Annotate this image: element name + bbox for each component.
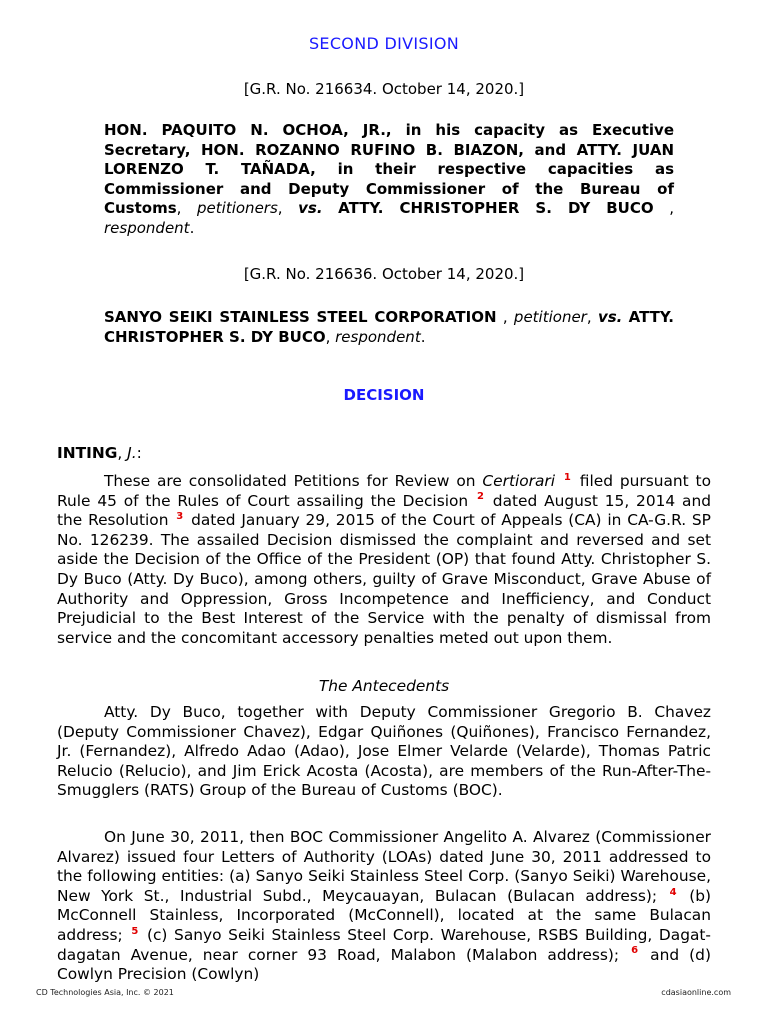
footnote-link-6[interactable]: 6: [631, 945, 639, 957]
paragraph-1: [57, 472, 711, 648]
case1-parties: HON. PAQUITO N. OCHOA, JR., in his capacity as Executive Secretary, HON. ROZANNO RUFINO B. BIAZON, and ATTY. JUAN LORENZO T. TAÑADA, in their respective capacities as Commissioner and Deputy Commissioner of the Bureau of Customs, petitioners, vs. ATTY. CHRISTOPHER S. DY BUCO , respondent.: [104, 121, 674, 237]
case2-petitioner-role: petitioner: [513, 308, 587, 326]
footnote-link-3[interactable]: 3: [176, 511, 184, 523]
paragraph-3: [57, 828, 711, 985]
case1-respondent-role: respondent: [104, 218, 190, 237]
ponente-suffix: J.: [127, 444, 137, 462]
antecedents-heading: The Antecedents: [318, 677, 450, 695]
case1-petitioners-role: petitioners: [197, 199, 278, 217]
ponente-line: INTING, J.:: [57, 444, 142, 462]
case1-vs: vs.: [298, 199, 323, 217]
ponente-name: INTING: [57, 444, 118, 462]
paragraph-1-text-a: These are consolidated Petitions for Review on: [104, 472, 476, 490]
footnote-link-2[interactable]: 2: [477, 491, 484, 503]
case-number-2: [G.R. No. 216636. October 14, 2020.]: [243, 265, 525, 283]
paragraph-1-text-b: filed pursuant to Rule 45 of the Rules of Court assailing the Decision: [57, 472, 711, 510]
paragraph-3-text-b: (b) McConnell Stainless, Incorporated (McConnell), located at the same Bulacan address;: [57, 886, 711, 944]
footnote-link-5[interactable]: 5: [131, 925, 139, 937]
case-number-1: [G.R. No. 216634. October 14, 2020.]: [243, 80, 525, 98]
division-heading: SECOND DIVISION: [308, 34, 460, 53]
paragraph-1-text-c: dated August 15, 2014 and the Resolution: [57, 491, 711, 530]
footer-website: cdasiaonline.com: [661, 988, 731, 997]
footer-copyright: CD Technologies Asia, Inc. © 2021: [36, 988, 174, 997]
footnote-link-4[interactable]: 4: [669, 886, 677, 898]
case2-parties: SANYO SEIKI STAINLESS STEEL CORPORATION , petitioner, vs. ATTY. CHRISTOPHER S. DY BUCO, respondent.: [104, 308, 674, 346]
paragraph-3-text-c: (c) Sanyo Seiki Stainless Steel Corp. Warehouse, RSBS Building, Dagat-dagatan Avenue, near corner 93 Road, Malabon (Malabon address);: [57, 925, 711, 964]
paragraph-1-text-d: dated January 29, 2015 of the Court of Appeals (CA) in CA-G.R. SP No. 126239. The assailed Decision dismissed the complaint and reversed and set aside the Decision of the Office of the President (OP) that found Atty. Christopher S. Dy Buco (Atty. Dy Buco), among others, guilty of Grave Misconduct, Grave Abuse of Authority and Oppression, Gross Incompetence and Inefficiency, and Conduct Prejudicial to the Best Interest of the Service with the penalty of dismissal from service and the concomitant accessory penalties meted out upon them.: [57, 511, 711, 647]
paragraph-2: Atty. Dy Buco, together with Deputy Commissioner Gregorio B. Chavez (Deputy Commissioner Chavez), Edgar Quiñones (Quiñones), Francisco Fernandez, Jr. (Fernandez), Alfredo Adao (Adao), Jose Elmer Velarde (Velarde), Thomas Patric Relucio (Relucio), and Jim Erick Acosta (Acosta), are members of the Run-After-The-Smugglers (RATS) Group of the Bureau of Customs (BOC).: [57, 703, 711, 800]
ponente-colon: :: [136, 444, 142, 462]
case2-respondent-role: respondent: [335, 327, 421, 346]
paragraph-3-text-d: and (d) Cowlyn Precision (Cowlyn): [57, 945, 711, 984]
case1-respondent: ATTY. CHRISTOPHER S. DY BUCO: [338, 199, 654, 217]
footnote-link-1[interactable]: 1: [563, 471, 571, 483]
decision-heading: DECISION: [343, 386, 425, 404]
case2-vs: vs.: [597, 308, 623, 326]
case2-respondent: ATTY. CHRISTOPHER S. DY BUCO: [104, 308, 674, 346]
certiorari-term: Certiorari: [482, 472, 556, 490]
paragraph-3-text-a: On June 30, 2011, then BOC Commissioner Angelito A. Alvarez (Commissioner Alvarez) issued four Letters of Authority (LOAs) dated June 30, 2011 addressed to the following entities: (a) Sanyo Seiki Stainless Steel Corp. (Sanyo Seiki) Warehouse, New York St., Industrial Subd., Meycauayan, Bulacan (Bulacan address);: [57, 828, 711, 905]
case2-petitioner: SANYO SEIKI STAINLESS STEEL CORPORATION: [104, 308, 497, 326]
case1-petitioners: HON. PAQUITO N. OCHOA, JR., in his capacity as Executive Secretary, HON. ROZANNO RUFINO B. BIAZON, and ATTY. JUAN LORENZO T. TAÑADA, in their respective capacities as Commissioner and Deputy Commissioner of the Bureau of Customs: [104, 121, 674, 217]
